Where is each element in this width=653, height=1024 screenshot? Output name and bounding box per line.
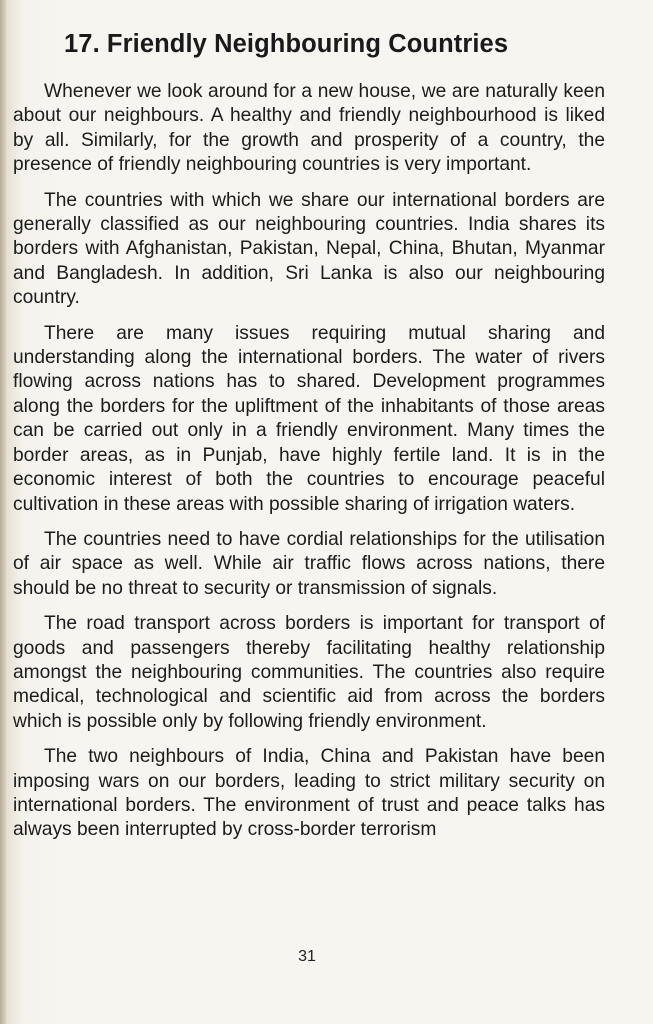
paragraph-6: The two neighbours of India, China and Pakistan have been imposing wars on our borders, leading to strict military security on international borders. The environment of trust and peace talks has always been interrupted by cross-border terrorism [13,746,605,841]
page-number: 31 [298,948,316,965]
paragraph-2: The countries with which we share our international borders are generally classified as our neighbouring countries. India shares its borders with Afghanistan, Pakistan, Nepal, China, Bhutan, Myanmar and Bangladesh. In addition, Sri Lanka is also our neighbouring country. [13,189,605,309]
paragraph-4: The countries need to have cordial relationships for the utilisation of air space as well. While air traffic flows across nations, there should be no threat to security or transmission of signals. [13,528,605,599]
paragraph-1: Whenever we look around for a new house, we are naturally keen about our neighbours. A healthy and friendly neighbourhood is liked by all. Similarly, for the growth and prosperity of a country, the presence of friendly neighbouring countries is very important. [13,81,605,176]
paragraph-3: There are many issues requiring mutual sharing and understanding along the international borders. The water of rivers flowing across nations has to shared. Development programmes along the borders for the upliftment of the inhabitants of those areas can be carried out only in a friendly environment. Many times the border areas, as in Punjab, have highly fertile land. It is in the economic interest of both the countries to encourage peaceful cultivation in these areas with possible sharing of irrigation waters. [13,322,605,515]
paragraph-5: The road transport across borders is important for transport of goods and passengers thereby facilitating healthy relationship amongst the neighbouring communities. The countries also require medical, technological and scientific aid from across the borders which is possible only by following friendly environment. [13,613,605,732]
chapter-title: 17. Friendly Neighbouring Countries [64,30,509,58]
page-spine-shadow [0,0,6,1024]
chapter-body [13,80,605,854]
